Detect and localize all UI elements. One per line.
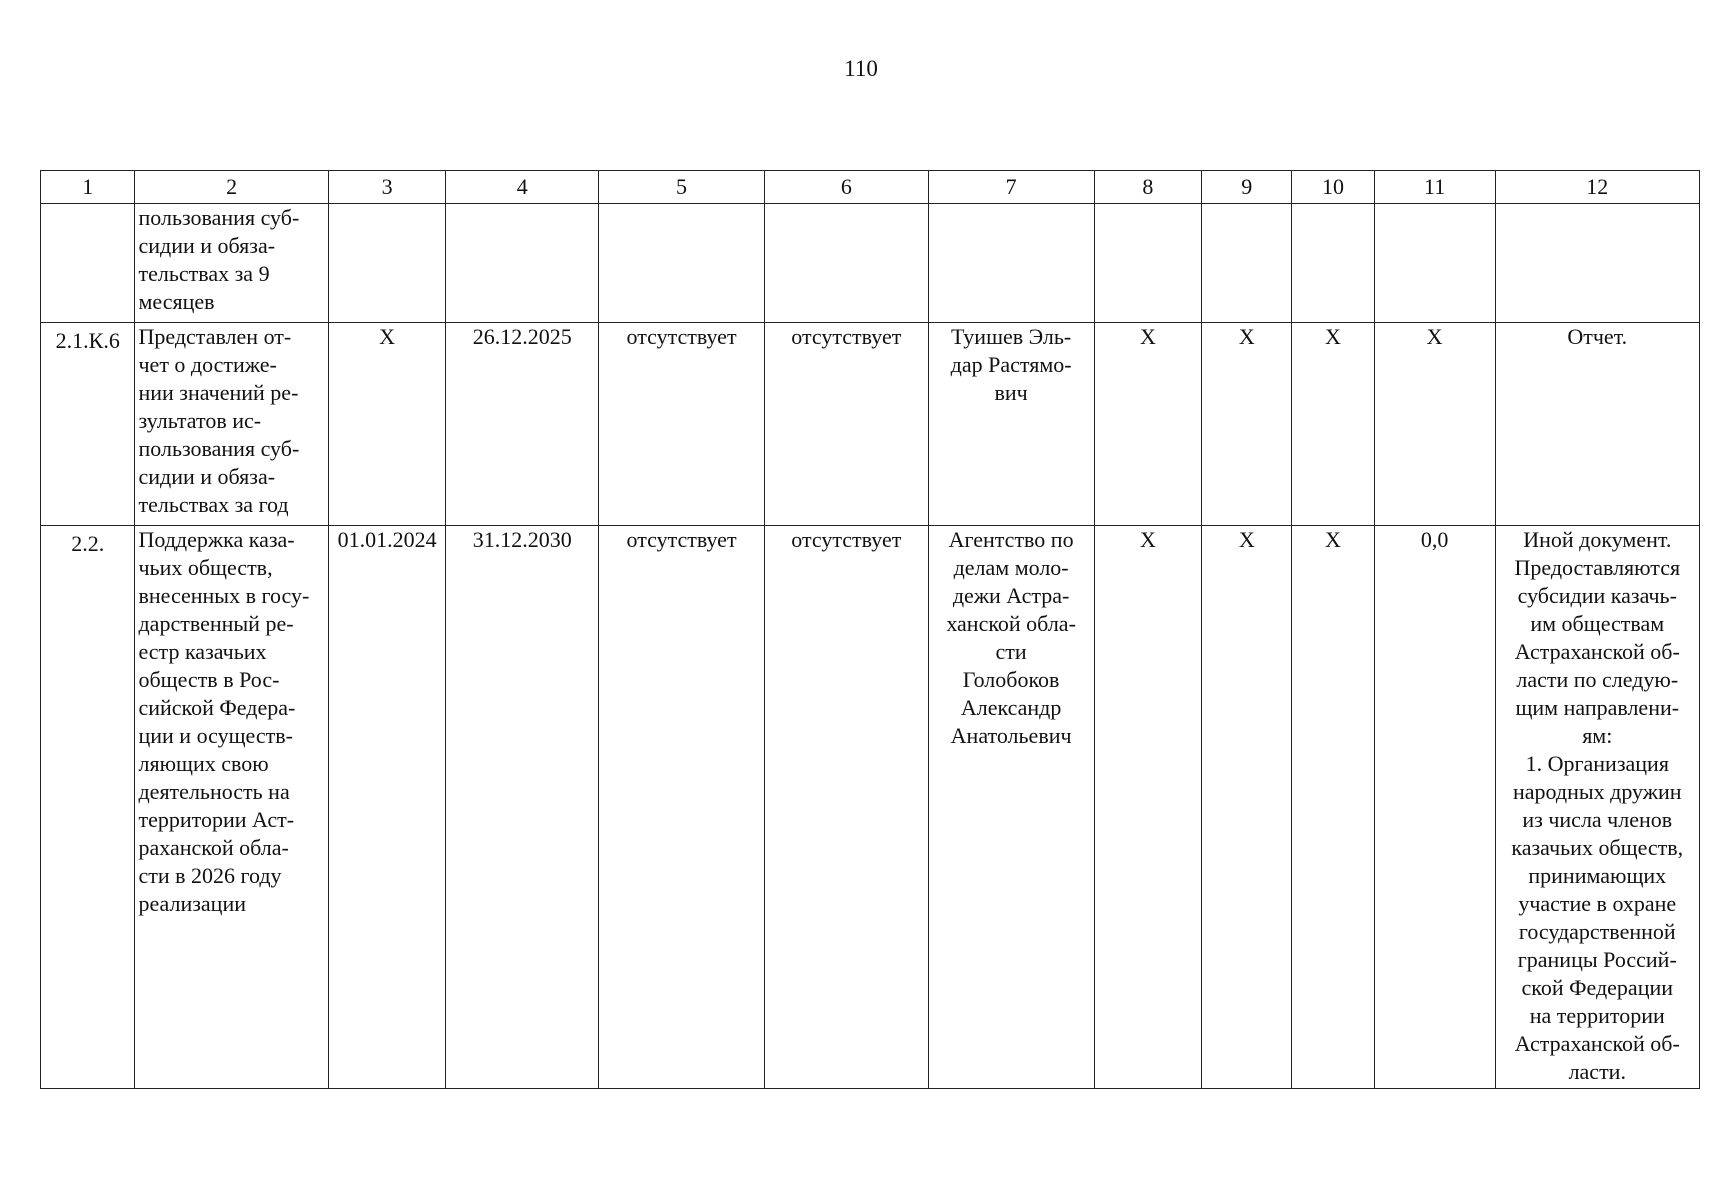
- table-header-row: [41, 171, 1700, 204]
- cell-col10: [1292, 204, 1374, 323]
- table-row: [41, 204, 1700, 323]
- document-table: [40, 170, 1700, 1089]
- cell-document: [1495, 204, 1699, 323]
- cell-col10: X: [1292, 323, 1374, 526]
- cell-col10: X: [1292, 526, 1374, 1089]
- cell-col8: X: [1094, 323, 1202, 526]
- column-header: 5: [599, 171, 765, 204]
- cell-description: Поддержка каза- чьих обществ, внесенных в госу- дарственный ре- естр казачьих обществ в Рос- сийской Федера- ции и осуществ- ляющих свою деятельность на территории Аст- раханской обла- сти в 2026 году реализации: [135, 526, 328, 1089]
- table-row: [41, 323, 1700, 526]
- column-header: 12: [1495, 171, 1699, 204]
- page-number: 110: [844, 56, 878, 81]
- cell-end-date: 26.12.2025: [446, 323, 599, 526]
- cell-col5: отсутствует: [599, 323, 765, 526]
- cell-col8: [1094, 204, 1202, 323]
- cell-document: Иной документ. Предоставляются субсидии казачь- им обществам Астраханской об- ласти по следую- щим направлени- ям: 1. Организация народных дружин из числа членов казачьих обществ, принимающих участие в охране государственной границы Россий- ской Федерации на территории Астраханской об- ласти.: [1495, 526, 1699, 1089]
- cell-description: пользования суб- сидии и обяза- тельствах за 9 месяцев: [135, 204, 328, 323]
- cell-col9: X: [1202, 323, 1292, 526]
- cell-number: 2.1.К.6: [41, 323, 135, 526]
- cell-description: Представлен от- чет о достиже- нии значений ре- зультатов ис- пользования суб- сидии и обяза- тельствах за год: [135, 323, 328, 526]
- cell-col9: X: [1202, 526, 1292, 1089]
- column-header: 10: [1292, 171, 1374, 204]
- cell-col11: [1374, 204, 1495, 323]
- cell-col8: X: [1094, 526, 1202, 1089]
- cell-start-date: 01.01.2024: [328, 526, 446, 1089]
- table-row: [41, 526, 1700, 1089]
- cell-col6: отсутствует: [764, 526, 928, 1089]
- cell-col5: отсутствует: [599, 526, 765, 1089]
- column-header: 2: [135, 171, 328, 204]
- column-header: 7: [928, 171, 1094, 204]
- cell-responsible: [928, 204, 1094, 323]
- cell-number: 2.2.: [41, 526, 135, 1089]
- cell-document: Отчет.: [1495, 323, 1699, 526]
- cell-end-date: 31.12.2030: [446, 526, 599, 1089]
- cell-col6: [764, 204, 928, 323]
- column-header: 11: [1374, 171, 1495, 204]
- cell-col5: [599, 204, 765, 323]
- column-header: 1: [41, 171, 135, 204]
- cell-col6: отсутствует: [764, 323, 928, 526]
- cell-responsible: Агентство по делам моло- дежи Астра- ханской обла- сти Голобоков Александр Анатольевич: [928, 526, 1094, 1089]
- cell-start-date: [328, 204, 446, 323]
- column-header: 8: [1094, 171, 1202, 204]
- cell-start-date: X: [328, 323, 446, 526]
- column-header: 3: [328, 171, 446, 204]
- cell-responsible: Туишев Эль- дар Растямо- вич: [928, 323, 1094, 526]
- cell-end-date: [446, 204, 599, 323]
- column-header: 6: [764, 171, 928, 204]
- column-header: 4: [446, 171, 599, 204]
- column-header: 9: [1202, 171, 1292, 204]
- cell-col9: [1202, 204, 1292, 323]
- cell-number: [41, 204, 135, 323]
- cell-col11: X: [1374, 323, 1495, 526]
- cell-col11: 0,0: [1374, 526, 1495, 1089]
